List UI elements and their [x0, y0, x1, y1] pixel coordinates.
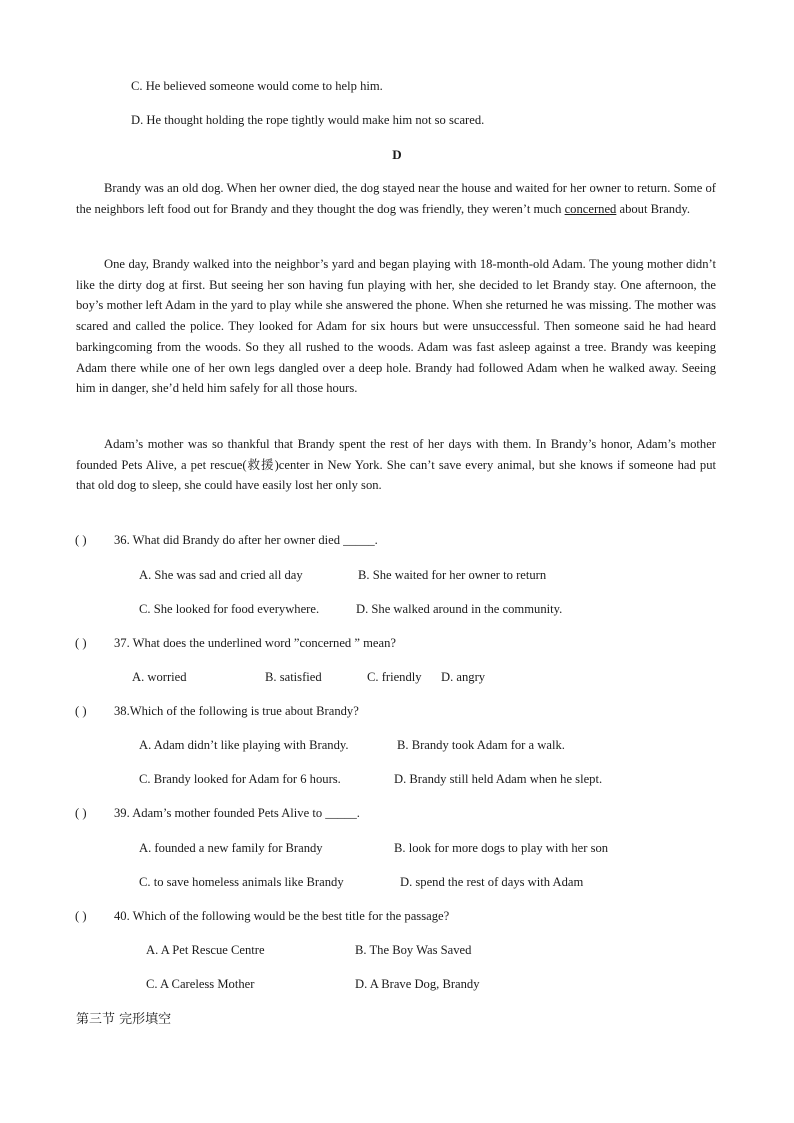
question-36: 36. What did Brandy do after her owner died _____.	[114, 533, 378, 547]
prev-option-c: C. He believed someone would come to help him.	[131, 79, 383, 93]
p1-text-before: Brandy was an old dog. When her owner died, the dog stayed near the house and waited for her owner to return. Some of the neighbors left food out for Brandy and they thought the dog was friendly, they weren’t much	[76, 181, 716, 216]
q38-option-c: C. Brandy looked for Adam for 6 hours.	[139, 772, 341, 786]
underlined-word: concerned	[564, 201, 617, 216]
p3-text: Adam’s mother was so thankful that Brandy spent the rest of her days with them. In Brandy’s honor, Adam’s mother founded Pets Alive, a pet rescue(救援)center in New York. She can’t save every animal, but she knows if someone had put that old dog to sleep, she could have easily lost her only son.	[76, 437, 716, 493]
section-heading: D	[392, 147, 402, 162]
p2-text: One day, Brandy walked into the neighbor’s yard and began playing with 18-month-old Adam. The young mother didn’t like the dirty dog at first. But seeing her son having fun playing with her, she decided to let Brandy stay. One afternoon, the boy’s mother left Adam in the yard to play while she answered the phone. When she returned he was missing. The mother was scared and called the police. They looked for Adam for six hours but were unsuccessful. Then someone said he had heard barkingcoming from the woods. So they all rushed to the woods. Adam was fast asleep against a tree. Brandy was keeping Adam there while one of her own legs dangled over a deep hole. Brandy had followed Adam when he walked away. Seeing him in danger, she’d held him safely for all those hours.	[76, 257, 716, 396]
q36-option-d: D. She walked around in the community.	[356, 602, 563, 616]
q37-option-b: B. satisfied	[265, 670, 322, 684]
answer-blank-37[interactable]: ( )	[75, 636, 87, 650]
q38-option-b: B. Brandy took Adam for a walk.	[397, 738, 565, 752]
q39-option-a: A. founded a new family for Brandy	[139, 841, 323, 855]
q36-option-a: A. She was sad and cried all day	[139, 568, 303, 582]
q40-option-a: A. A Pet Rescue Centre	[146, 943, 265, 957]
q36-option-b: B. She waited for her owner to return	[358, 568, 547, 582]
question-40: 40. Which of the following would be the best title for the passage?	[114, 909, 450, 923]
q37-option-a: A. worried	[132, 670, 187, 684]
passage-paragraph-1	[76, 178, 716, 219]
p1-text-after: about Brandy.	[616, 201, 691, 216]
q37-option-c: C. friendly	[367, 670, 422, 684]
answer-blank-36[interactable]: ( )	[75, 533, 87, 547]
q39-option-d: D. spend the rest of days with Adam	[400, 875, 584, 889]
question-37: 37. What does the underlined word ”concerned ” mean?	[114, 636, 396, 650]
answer-blank-40[interactable]: ( )	[75, 909, 87, 923]
q37-option-d: D. angry	[441, 670, 486, 684]
prev-option-d: D. He thought holding the rope tightly would make him not so scared.	[131, 113, 485, 127]
next-section-heading: 第三节 完形填空	[76, 1012, 172, 1027]
question-38: 38.Which of the following is true about Brandy?	[114, 704, 359, 718]
q40-option-d: D. A Brave Dog, Brandy	[355, 977, 480, 991]
passage-paragraph-3	[76, 434, 716, 496]
q40-option-b: B. The Boy Was Saved	[355, 943, 472, 957]
passage-paragraph-2	[76, 254, 716, 399]
q39-option-b: B. look for more dogs to play with her son	[394, 841, 609, 855]
q39-option-c: C. to save homeless animals like Brandy	[139, 875, 344, 889]
answer-blank-38[interactable]: ( )	[75, 704, 87, 718]
q38-option-d: D. Brandy still held Adam when he slept.	[394, 772, 603, 786]
q38-option-a: A. Adam didn’t like playing with Brandy.	[139, 738, 349, 752]
q36-option-c: C. She looked for food everywhere.	[139, 602, 320, 616]
q40-option-c: C. A Careless Mother	[146, 977, 255, 991]
question-39: 39. Adam’s mother founded Pets Alive to _____.	[114, 806, 360, 820]
answer-blank-39[interactable]: ( )	[75, 806, 87, 820]
